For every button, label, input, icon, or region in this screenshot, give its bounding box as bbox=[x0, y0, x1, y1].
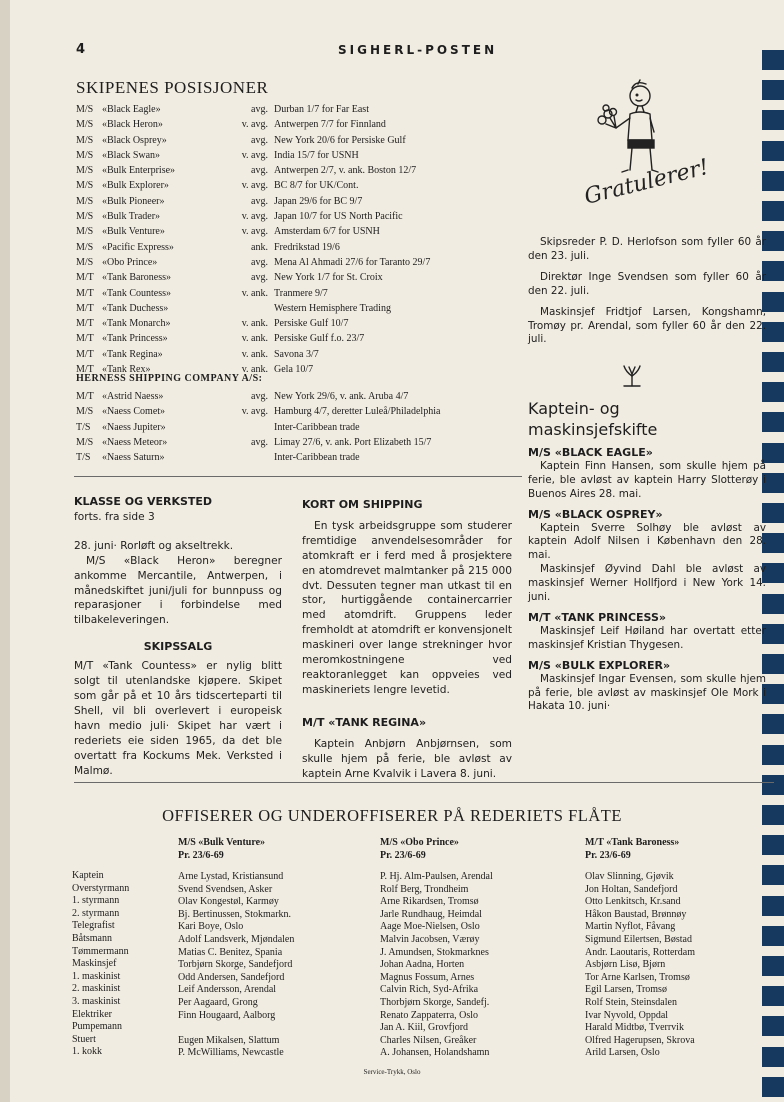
tank-princess-paragraph: Maskinsjef Leif Høiland har overtatt etter maskinsjef Kristian Thygesen. bbox=[528, 624, 766, 651]
ship-type: M/T bbox=[76, 348, 94, 360]
crew-name: Thorbjørn Skorge, Sandefj. bbox=[380, 996, 490, 1008]
crew-name: Aage Moe-Nielsen, Oslo bbox=[380, 921, 480, 933]
index-tab bbox=[762, 865, 784, 885]
ship-row bbox=[76, 452, 526, 467]
ship-position: Antwerpen 2/7, v. ank. Boston 12/7 bbox=[274, 165, 417, 177]
crew-name: Finn Hougaard, Aalborg bbox=[178, 1009, 276, 1021]
printer-credit: Service-Trykk, Oslo bbox=[363, 1068, 421, 1076]
ship-row bbox=[76, 165, 526, 180]
herness-ship-list bbox=[76, 391, 526, 467]
ship-status: v. avg. bbox=[241, 180, 268, 192]
ship-type: M/S bbox=[76, 256, 94, 268]
ship-position: Gela 10/7 bbox=[274, 364, 314, 376]
crew-name: Olav Slinning, Gjøvik bbox=[585, 871, 674, 882]
index-tab bbox=[762, 1077, 784, 1097]
ship-type: M/T bbox=[76, 272, 94, 284]
index-tab bbox=[762, 956, 784, 976]
tank-princess-heading: M/T «TANK PRINCESS» bbox=[528, 610, 666, 624]
ship-name: «Tank Rex» bbox=[102, 364, 151, 376]
ship-name: «Black Osprey» bbox=[102, 134, 167, 146]
crew-name: Eugen Mikalsen, Slattum bbox=[178, 1034, 280, 1046]
ship-name: «Obo Prince» bbox=[102, 256, 158, 268]
crew-name: Johan Aadna, Horten bbox=[380, 959, 465, 971]
crew-name: Andr. Laoutaris, Rotterdam bbox=[585, 946, 695, 958]
ship-row bbox=[76, 349, 526, 364]
crew-name: Rolf Berg, Trondheim bbox=[380, 883, 469, 895]
ship-type: M/T bbox=[76, 364, 94, 376]
ship-row bbox=[76, 226, 526, 241]
crew-name: Egil Larsen, Tromsø bbox=[585, 984, 667, 996]
ship-type: M/T bbox=[76, 302, 94, 314]
ship-row bbox=[76, 257, 526, 272]
crew-name: Harald Midtbø, Tverrvik bbox=[585, 1022, 684, 1034]
ship-type: M/S bbox=[76, 195, 94, 207]
ship-type: M/T bbox=[76, 391, 94, 402]
ship-name: «Bulk Trader» bbox=[102, 211, 161, 223]
ship-name: «Astrid Naess» bbox=[102, 391, 164, 402]
index-tab bbox=[762, 352, 784, 372]
ship-type: M/T bbox=[76, 318, 94, 330]
ship-status: v. ank. bbox=[241, 348, 268, 360]
ship-position: New York 20/6 for Persiske Gulf bbox=[274, 134, 406, 146]
tank-regina-paragraph: Kaptein Anbjørn Anbjørnsen, som skulle hjem på ferie, ble avløst av kaptein Arne Kvalvik i Lavera 8. juni. bbox=[302, 737, 512, 780]
index-tab bbox=[762, 201, 784, 221]
ship-row bbox=[76, 104, 526, 119]
ship-type: M/S bbox=[76, 119, 94, 131]
ship-status: v. avg. bbox=[241, 119, 268, 131]
crew-column-tank-baroness bbox=[585, 836, 695, 1060]
ship-position: New York 29/6, v. ank. Aruba 4/7 bbox=[274, 391, 409, 402]
ship-status: v. ank. bbox=[241, 318, 268, 330]
black-eagle-heading: M/S «BLACK EAGLE» bbox=[528, 446, 653, 459]
ship-name: «Tank Regina» bbox=[102, 348, 163, 360]
crew-name: Jarle Rundhaug, Heimdal bbox=[380, 908, 482, 920]
ship-status: avg. bbox=[251, 256, 268, 268]
index-tab bbox=[762, 714, 784, 734]
ship-position: Inter-Caribbean trade bbox=[274, 452, 360, 464]
ship-status: avg. bbox=[251, 134, 268, 146]
officer-role: Maskinsjef bbox=[72, 958, 117, 970]
klasse-subheading: forts. fra side 3 bbox=[74, 510, 155, 523]
klasse-heading: KLASSE OG VERKSTED bbox=[74, 495, 213, 508]
ship-position: Mena Al Ahmadi 27/6 for Taranto 29/7 bbox=[274, 256, 431, 268]
index-tab bbox=[762, 896, 784, 916]
crew-name: Ivar Nyvold, Oppdal bbox=[585, 1009, 669, 1021]
skipssalg-heading: SKIPSSALG bbox=[143, 640, 213, 654]
bulk-explorer-heading: M/S «BULK EXPLORER» bbox=[528, 658, 671, 672]
ship-status bbox=[226, 452, 274, 467]
ship-type: M/S bbox=[76, 436, 94, 448]
crew-column-bulk-venture bbox=[178, 836, 294, 1060]
kaptein-heading-line: maskinsjefskifte bbox=[528, 420, 658, 439]
ship-row bbox=[76, 119, 526, 134]
ship-row bbox=[76, 196, 526, 211]
crew-name: Olav Kongestøl, Karmøy bbox=[178, 896, 279, 908]
skipssalg-paragraph: M/T «Tank Countess» er nylig blitt solgt til utenlandske kjøpere. Skipet som går på et 10 års tidscerteparti til Shell, vil bli overlevert i europeisk havn medio juli· Skipet har vært i rederiets eie siden 1965, da det ble overtatt fra Kockums Mek. Verksted i Malmø. bbox=[74, 660, 282, 777]
ship-row bbox=[76, 437, 526, 452]
officer-role: Tømmermann bbox=[72, 945, 129, 957]
crew-name: Adolf Landsverk, Mjøndalen bbox=[178, 933, 295, 945]
ship-name: «Naess Jupiter» bbox=[102, 421, 166, 433]
crew-name: Jan A. Kiil, Grovfjord bbox=[380, 1022, 469, 1034]
ship-row bbox=[76, 333, 526, 348]
ship-status: avg. bbox=[251, 165, 268, 177]
crew-name: Jon Holtan, Sandefjord bbox=[585, 883, 678, 895]
tank-regina-heading: M/T «TANK REGINA» bbox=[302, 715, 427, 729]
ship-name: «Naess Meteor» bbox=[102, 436, 168, 448]
ship-status: v. avg. bbox=[241, 211, 268, 223]
congrats-item: Maskinsjef Fridtjof Larsen, Kongshamn, Tromøy pr. Arendal, som fyller 60 år den 22. juli. bbox=[528, 305, 766, 346]
ship-position: Limay 27/6, v. ank. Port Elizabeth 15/7 bbox=[274, 436, 432, 448]
ship-name: «Bulk Explorer» bbox=[102, 180, 169, 192]
divider bbox=[74, 782, 774, 783]
gratulerer-text: Gratulerer! bbox=[581, 154, 712, 210]
ship-row bbox=[76, 135, 526, 150]
positions-title: SKIPENES POSISJONER bbox=[76, 78, 269, 97]
crew-name: Martin Nyflot, Fåvang bbox=[585, 921, 676, 933]
ship-type: M/S bbox=[76, 134, 94, 146]
officer-role: 3. maskinist bbox=[72, 995, 121, 1007]
crew-ship-name: M/S «Obo Prince» bbox=[380, 837, 459, 848]
ship-position: Japan 29/6 for BC 9/7 bbox=[274, 195, 363, 207]
ship-type: M/S bbox=[76, 104, 94, 115]
crew-name: Rolf Stein, Steinsdalen bbox=[585, 996, 677, 1008]
ship-status: v. ank. bbox=[241, 333, 268, 345]
crew-ship-name: M/T «Tank Baroness» bbox=[585, 837, 680, 848]
ship-row bbox=[76, 422, 526, 437]
officer-role: 1. styrmann bbox=[72, 895, 120, 907]
ship-row bbox=[76, 406, 526, 421]
ship-status: avg. bbox=[251, 391, 268, 402]
index-tab bbox=[762, 50, 784, 70]
ship-type: M/S bbox=[76, 241, 94, 253]
ship-name: «Tank Countess» bbox=[102, 287, 172, 299]
index-tab bbox=[762, 775, 784, 795]
ship-status: v. ank. bbox=[241, 364, 268, 376]
ship-position: New York 1/7 for St. Croix bbox=[274, 272, 383, 284]
crew-name: Arne Lystad, Kristiansund bbox=[178, 871, 284, 882]
herness-title: HERNESS SHIPPING COMPANY A/S: bbox=[76, 373, 263, 384]
ship-name: «Pacific Express» bbox=[102, 241, 174, 253]
officer-role: 1. maskinist bbox=[72, 970, 121, 982]
officer-role: Overstyrmann bbox=[72, 882, 130, 894]
crew-name: Per Aagaard, Grong bbox=[178, 996, 258, 1008]
ship-name: «Tank Princess» bbox=[102, 333, 168, 345]
crew-date: Pr. 23/6-69 bbox=[585, 850, 631, 861]
gratulerer-script-text bbox=[582, 155, 711, 210]
masthead: SIGHERL-POSTEN bbox=[338, 43, 498, 57]
ship-position: Antwerpen 7/7 for Finnland bbox=[274, 119, 386, 131]
ship-name: «Naess Saturn» bbox=[102, 452, 165, 464]
ship-position: Tranmere 9/7 bbox=[274, 287, 328, 299]
ship-status: avg. bbox=[251, 104, 268, 115]
ship-type: M/S bbox=[76, 211, 94, 223]
ship-position: Savona 3/7 bbox=[274, 348, 319, 360]
crew-name: J. Amundsen, Stokmarknes bbox=[380, 946, 489, 958]
ship-position: Durban 1/7 for Far East bbox=[274, 104, 369, 115]
ship-type: M/S bbox=[76, 165, 94, 177]
klasse-paragraph: 28. juni· Rorløft og akseltrekk. bbox=[74, 539, 234, 552]
index-tab bbox=[762, 986, 784, 1006]
ship-row bbox=[76, 288, 526, 303]
ship-type: M/S bbox=[76, 406, 94, 418]
ship-status: v. ank. bbox=[241, 287, 268, 299]
ship-name: «Tank Duchess» bbox=[102, 302, 169, 314]
crew-name: A. Johansen, Holandshamn bbox=[380, 1047, 490, 1059]
crew-name: P. McWilliams, Newcastle bbox=[178, 1047, 284, 1059]
crew-name: Charles Nilsen, Greåker bbox=[380, 1034, 477, 1046]
index-tab bbox=[762, 171, 784, 191]
congrats-item: Skipsreder P. D. Herlofson som fyller 60 år den 23. juli. bbox=[528, 236, 766, 262]
ship-position: Amsterdam 6/7 for USNH bbox=[274, 226, 380, 238]
boy-with-flowers-illustration bbox=[578, 78, 712, 210]
officer-role: Stuert bbox=[72, 1033, 96, 1045]
crew-column-obo-prince bbox=[380, 836, 493, 1060]
officer-role: Telegrafist bbox=[72, 920, 115, 932]
crew-date: Pr. 23/6-69 bbox=[380, 850, 426, 861]
ship-type: M/S bbox=[76, 149, 94, 161]
ship-type: T/S bbox=[76, 452, 91, 464]
bulk-explorer-paragraph: Maskinsjef Ingar Evensen, som skulle hjem på ferie, ble avløst av maskinsjef Ole Mork i Hakata 10. juni· bbox=[528, 672, 766, 713]
kaptein-column bbox=[528, 398, 766, 714]
crew-name: Olfred Hagerupsen, Skrova bbox=[585, 1034, 695, 1046]
index-tab bbox=[762, 110, 784, 130]
crew-name: Bj. Bertinussen, Stokmarkn. bbox=[178, 908, 292, 920]
ship-name: «Naess Comet» bbox=[102, 406, 166, 418]
ship-status: v. avg. bbox=[241, 149, 268, 161]
officer-role: 1. kokk bbox=[72, 1046, 102, 1058]
kaptein-heading-line: Kaptein- og bbox=[528, 399, 620, 418]
crew-name: Asbjørn Lisø, Bjørn bbox=[585, 959, 666, 971]
kort-heading: KORT OM SHIPPING bbox=[302, 498, 423, 511]
crew-ship-name: M/S «Bulk Venture» bbox=[178, 837, 266, 848]
divider bbox=[74, 476, 522, 477]
ship-position: Japan 10/7 for US North Pacific bbox=[274, 211, 403, 223]
officer-role: Kaptein bbox=[72, 870, 104, 881]
index-tab bbox=[762, 141, 784, 161]
ship-row bbox=[76, 180, 526, 195]
ship-position: Western Hemisphere Trading bbox=[274, 302, 391, 314]
crew-name: Malvin Jacobsen, Værøy bbox=[380, 933, 480, 945]
ship-name: «Bulk Venture» bbox=[102, 226, 165, 238]
officers-title: OFFISERER OG UNDEROFFISERER PÅ REDERIETS FLÅTE bbox=[162, 806, 622, 825]
ship-positions-list bbox=[76, 104, 526, 379]
klasse-paragraph: M/S «Black Heron» beregner ankomme Mercantile, Antwerpen, i månedskiftet juni/juli for bunnpuss og reparasjoner i forbindelse med tilbakeleveringen. bbox=[74, 554, 282, 627]
crew-name: Sigmund Eilertsen, Bøstad bbox=[585, 933, 692, 945]
ship-type: M/T bbox=[76, 333, 94, 345]
crew-name: Calvin Rich, Syd-Afrika bbox=[380, 984, 479, 996]
crew-name: Odd Andersen, Sandefjord bbox=[178, 971, 285, 983]
page-number: 4 bbox=[76, 42, 86, 57]
ship-status: v. avg. bbox=[241, 406, 268, 418]
ship-status bbox=[226, 303, 274, 318]
black-osprey-paragraph: Maskinsjef Øyvind Dahl ble avløst av maskinsjef Werner Hollfjord i New York 14. juni. bbox=[528, 563, 766, 604]
ship-row bbox=[76, 242, 526, 257]
ship-row bbox=[76, 391, 526, 406]
ship-type: M/S bbox=[76, 180, 94, 192]
ship-name: «Black Heron» bbox=[102, 119, 163, 131]
ship-status: v. avg. bbox=[241, 226, 268, 238]
ship-row bbox=[76, 303, 526, 318]
ship-status: ank. bbox=[251, 241, 268, 253]
crew-name: Tor Arne Karlsen, Tromsø bbox=[585, 971, 690, 983]
crew-name: Matias C. Benitez, Spania bbox=[178, 946, 283, 958]
index-tab bbox=[762, 80, 784, 100]
ship-name: «Black Eagle» bbox=[102, 104, 161, 115]
crew-name bbox=[178, 1022, 294, 1035]
index-tab bbox=[762, 1016, 784, 1036]
ship-name: «Bulk Enterprise» bbox=[102, 165, 176, 177]
ship-name: «Bulk Pioneer» bbox=[102, 195, 165, 207]
ship-status: avg. bbox=[251, 436, 268, 448]
ship-type: M/T bbox=[76, 287, 94, 299]
ship-position: Persiske Gulf f.o. 23/7 bbox=[274, 333, 365, 345]
ship-position: Fredrikstad 19/6 bbox=[274, 241, 340, 253]
ship-row bbox=[76, 150, 526, 165]
ship-row bbox=[76, 318, 526, 333]
officer-roles-list bbox=[72, 870, 129, 1059]
officer-role: Båtsmann bbox=[72, 932, 112, 944]
ship-status: avg. bbox=[251, 272, 268, 284]
ship-name: «Tank Monarch» bbox=[102, 318, 171, 330]
kort-column bbox=[302, 498, 512, 781]
ship-status: avg. bbox=[251, 195, 268, 207]
ship-name: «Black Swan» bbox=[102, 149, 161, 161]
officer-role: Elektriker bbox=[72, 1008, 112, 1020]
crew-name: Magnus Fossum, Arnes bbox=[380, 971, 475, 983]
ship-type: T/S bbox=[76, 421, 91, 433]
crew-date: Pr. 23/6-69 bbox=[178, 850, 224, 861]
index-tab bbox=[762, 745, 784, 765]
ship-row bbox=[76, 272, 526, 287]
crew-name: Håkon Baustad, Brønnøy bbox=[585, 908, 687, 920]
congrats-item: Direktør Inge Svendsen som fyller 60 år den 22. juli. bbox=[528, 270, 766, 297]
ship-position: India 15/7 for USNH bbox=[274, 149, 359, 161]
crew-name: Renato Zappaterra, Oslo bbox=[380, 1009, 479, 1021]
officer-role: 2. maskinist bbox=[72, 983, 121, 995]
klasse-column bbox=[74, 495, 282, 778]
ship-position: Inter-Caribbean trade bbox=[274, 421, 360, 433]
crew-name: Arild Larsen, Oslo bbox=[585, 1047, 660, 1059]
kort-paragraph: En tysk arbeidsgruppe som studerer fremtidige anvendelsesområder for atomkraft er i ferd med å prosjektere en atomdrevet malmtanker på 215 000 dvt. Dessuten tegner man utkast til en stor, hurtiggående containercarrier med atomdrift. Gruppens leder fremholdt at atomdrift er konvensjonelt maskineri over lange strekninger hvor meromkostningene ved reaktoranlegget kan oppveies ved maskineriets lengre levetid. bbox=[302, 519, 512, 696]
kaptein-heading bbox=[528, 398, 766, 440]
tulip-ornament-icon bbox=[618, 364, 646, 388]
crew-name: Otto Lenkitsch, Kr.sand bbox=[585, 896, 681, 908]
crew-name: Leif Andersson, Arendal bbox=[178, 984, 277, 996]
crew-name: Arne Rikardsen, Tromsø bbox=[380, 896, 479, 908]
ship-status bbox=[226, 422, 274, 437]
officer-role: 2. styrmann bbox=[72, 907, 120, 919]
black-eagle-paragraph: Kaptein Finn Hansen, som skulle hjem på ferie, ble avløst av kaptein Harry Slotterøy i Buenos Aires 28. mai. bbox=[528, 459, 766, 500]
crew-name: Svend Svendsen, Asker bbox=[178, 883, 273, 895]
ship-position: Persiske Gulf 10/7 bbox=[274, 318, 349, 330]
ship-type: M/S bbox=[76, 226, 94, 238]
crew-name: P. Hj. Alm-Paulsen, Arendal bbox=[380, 871, 493, 882]
black-osprey-paragraph: Kaptein Sverre Solhøy ble avløst av kaptein Adolf Nilsen i København den 28. mai. bbox=[528, 521, 766, 562]
ship-position: BC 8/7 for UK/Cont. bbox=[274, 180, 359, 192]
index-tab bbox=[762, 926, 784, 946]
index-tab bbox=[762, 835, 784, 855]
crew-name: Kari Boye, Oslo bbox=[178, 921, 244, 933]
black-osprey-heading: M/S «BLACK OSPREY» bbox=[528, 507, 663, 521]
index-tab bbox=[762, 1047, 784, 1067]
ship-row bbox=[76, 211, 526, 226]
officer-role: Pumpemann bbox=[72, 1021, 122, 1033]
page-binding-edge bbox=[0, 0, 10, 1102]
crew-name: Torbjørn Skorge, Sandefjord bbox=[178, 959, 293, 971]
ship-position: Hamburg 4/7, deretter Luleå/Philadelphia bbox=[274, 406, 441, 418]
congratulations-column bbox=[528, 236, 766, 347]
ship-name: «Tank Baroness» bbox=[102, 272, 172, 284]
